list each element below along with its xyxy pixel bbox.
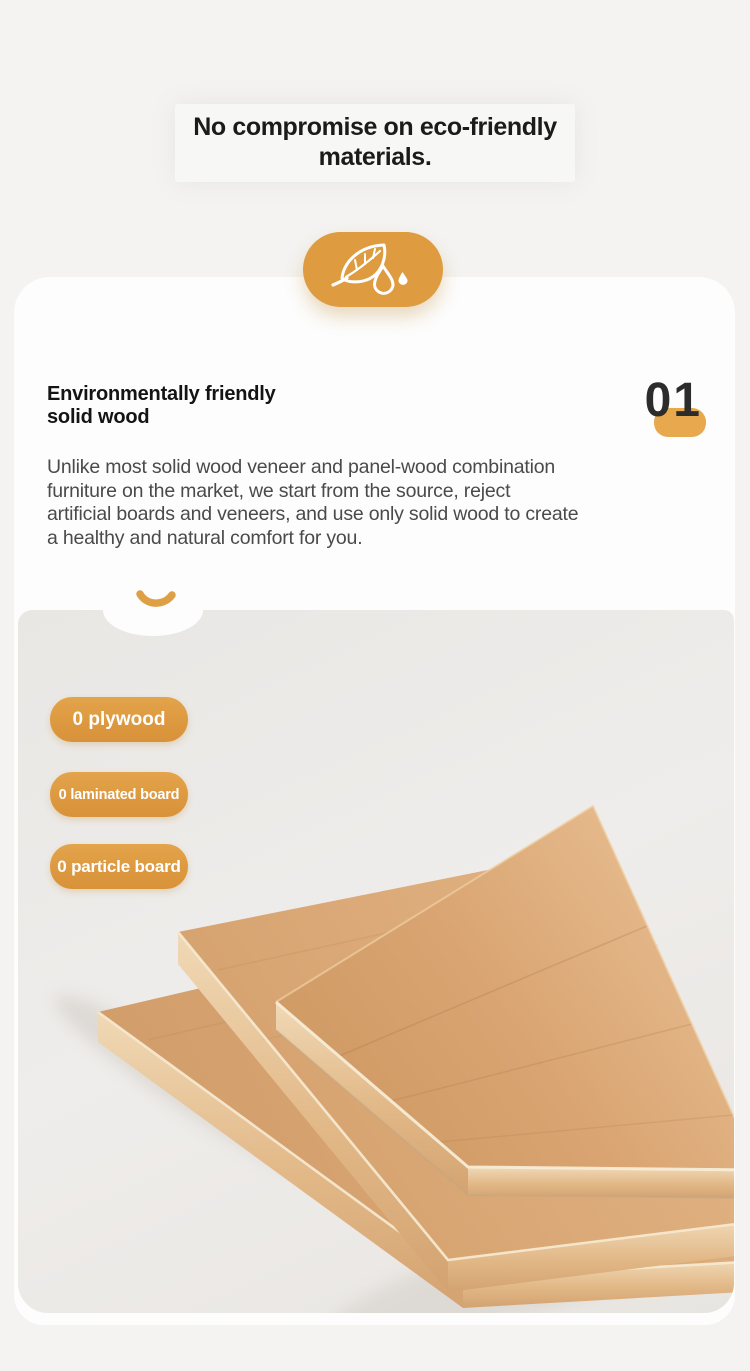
page-title-line-1: No compromise on eco-friendly — [193, 113, 557, 141]
description-line: artificial boards and veneers, and use only solid wood to create — [47, 503, 579, 526]
feature-description — [47, 456, 659, 550]
description-line: a healthy and natural comfort for you. — [47, 526, 363, 549]
eco-badge — [303, 232, 443, 307]
tag-zero-particle-board — [50, 844, 188, 889]
tag-zero-plywood — [50, 697, 188, 742]
wood-boards-photo — [18, 610, 734, 1313]
page-title-line-2: materials. — [318, 143, 432, 171]
index-number: 01 — [644, 374, 702, 427]
tag-label: 0 particle board — [57, 856, 181, 876]
hero-title-box — [175, 104, 574, 182]
tag-label: 0 laminated board — [58, 786, 180, 803]
leaf-water-icon — [328, 234, 418, 305]
page-title — [193, 112, 556, 172]
feature-heading-line-1: Environmentally friendly — [47, 383, 276, 405]
description-line: furniture on the market, we start from the source, reject — [47, 479, 511, 502]
feature-index — [632, 374, 702, 429]
smile-arc-icon — [134, 588, 178, 617]
feature-heading-line-2: solid wood — [47, 405, 150, 428]
tag-zero-laminated-board — [50, 772, 188, 817]
tag-label: 0 plywood — [72, 708, 166, 730]
description-line: Unlike most solid wood veneer and panel-wood combination — [47, 456, 556, 478]
feature-card — [14, 277, 735, 1325]
feature-heading — [47, 383, 276, 428]
